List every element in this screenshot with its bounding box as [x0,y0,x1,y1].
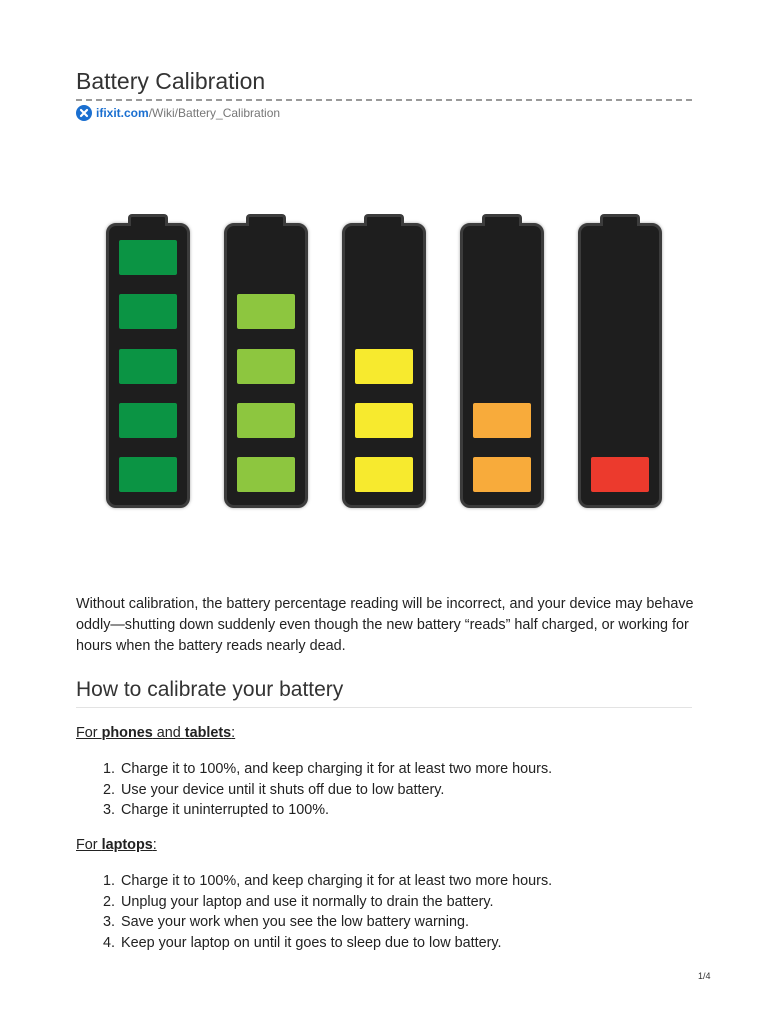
section-heading: How to calibrate your battery [76,678,344,701]
battery-level-segment [237,457,295,492]
title-divider [76,99,692,101]
laptops-label: For laptops: [76,837,157,853]
page-number: 1/4 [698,971,711,981]
source-domain: ifixit.com [96,106,149,120]
battery-level-segment [119,240,177,275]
battery-level-segment [355,349,413,384]
battery-level-segment [119,349,177,384]
battery-cap [600,214,640,226]
battery-level-segment [473,403,531,438]
list-item: 1. Charge it to 100%, and keep charging it for at least two more hours. [102,761,553,777]
battery-level-segment [119,403,177,438]
battery-cap [246,214,286,226]
list-item: 2. Use your device until it shuts off due to low battery. [102,781,445,798]
battery-level-segment [473,457,531,492]
battery-level-segment [237,349,295,384]
intro-paragraph: Without calibration, the battery percentage reading will be incorrect, and your device may behave oddly—shutting down suddenly even though the new battery “reads” half charged, or working for hours when the battery reads nearly dead. [76,596,694,654]
source-link[interactable] [76,104,280,122]
battery-level-segment [119,294,177,329]
ifixit-logo-icon [76,105,92,121]
list-item: 3. Save your work when you see the low battery warning. [102,914,469,930]
source-path: /Wiki/Battery_Calibration [148,106,281,120]
battery-icon [460,223,544,508]
battery-icon [224,223,308,508]
battery-cap [364,214,404,226]
battery-icon [342,223,426,508]
list-item: 4. Keep your laptop on until it goes to sleep due to low battery. [102,934,502,951]
list-item: 3. Charge it uninterrupted to 100%. [102,802,329,818]
page-title: Battery Calibration [76,68,266,94]
section-divider [76,707,692,708]
battery-cap [128,214,168,226]
laptops-steps-list [76,871,552,953]
battery-icon [578,223,662,508]
phones-steps-list [76,759,552,821]
phones-tablets-label: For phones and tablets: [76,725,236,741]
battery-level-segment [237,294,295,329]
list-item: 1. Charge it to 100%, and keep charging it for at least two more hours. [102,873,553,889]
battery-level-segment [591,457,649,492]
battery-level-segment [119,457,177,492]
battery-level-segment [237,403,295,438]
battery-icon [106,223,190,508]
battery-level-segment [355,403,413,438]
battery-cap [482,214,522,226]
battery-level-segment [355,457,413,492]
list-item: 2. Unplug your laptop and use it normally to drain the battery. [102,893,494,910]
